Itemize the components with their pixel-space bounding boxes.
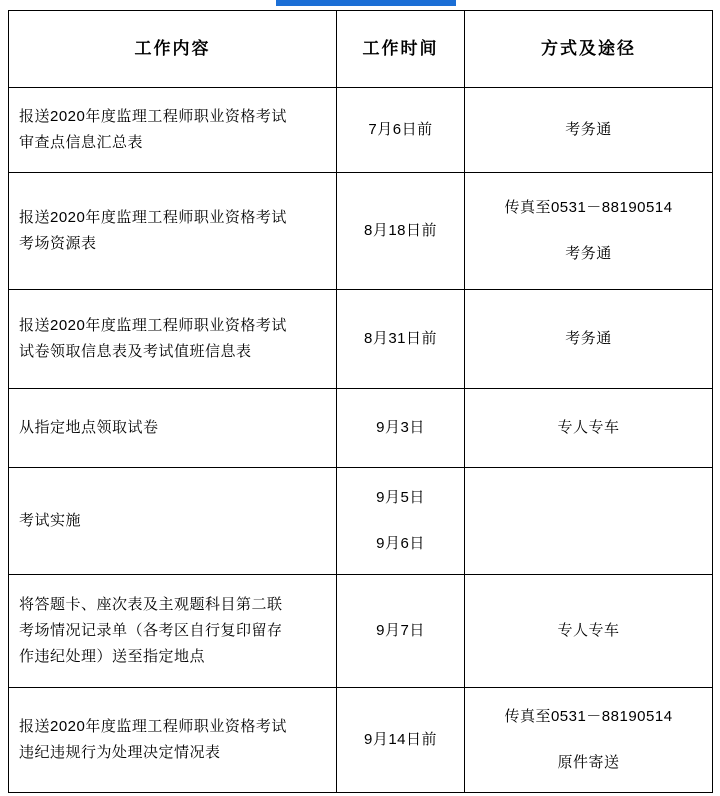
cell-work-time: 8月18日前 bbox=[337, 173, 465, 290]
table-row bbox=[9, 575, 713, 688]
cell-work-time: 9月5日 9月6日 bbox=[337, 468, 465, 575]
column-header-work-content: 工作内容 bbox=[9, 11, 337, 88]
table-row bbox=[9, 688, 713, 793]
cell-method: 传真至0531－88190514 考务通 bbox=[465, 173, 713, 290]
schedule-table bbox=[8, 10, 713, 793]
top-accent-bar bbox=[276, 0, 456, 6]
cell-work-content: 报送2020年度监理工程师职业资格考试 违纪违规行为处理决定情况表 bbox=[9, 688, 337, 793]
cell-method: 考务通 bbox=[465, 88, 713, 173]
table-row bbox=[9, 88, 713, 173]
cell-work-content: 考试实施 bbox=[9, 468, 337, 575]
cell-work-time: 7月6日前 bbox=[337, 88, 465, 173]
cell-work-time: 9月14日前 bbox=[337, 688, 465, 793]
cell-work-content: 报送2020年度监理工程师职业资格考试 考场资源表 bbox=[9, 173, 337, 290]
cell-method bbox=[465, 468, 713, 575]
schedule-sheet bbox=[8, 10, 712, 793]
table-header-row bbox=[9, 11, 713, 88]
cell-method: 专人专车 bbox=[465, 389, 713, 468]
table-row bbox=[9, 389, 713, 468]
table-row bbox=[9, 468, 713, 575]
table-row bbox=[9, 173, 713, 290]
cell-work-content: 从指定地点领取试卷 bbox=[9, 389, 337, 468]
cell-work-time: 9月7日 bbox=[337, 575, 465, 688]
cell-work-content: 将答题卡、座次表及主观题科目第二联 考场情况记录单（各考区自行复印留存 作违纪处理）送至指定地点 bbox=[9, 575, 337, 688]
cell-method: 考务通 bbox=[465, 290, 713, 389]
cell-work-time: 9月3日 bbox=[337, 389, 465, 468]
table-row bbox=[9, 290, 713, 389]
column-header-work-time: 工作时间 bbox=[337, 11, 465, 88]
cell-work-content: 报送2020年度监理工程师职业资格考试 审查点信息汇总表 bbox=[9, 88, 337, 173]
column-header-method: 方式及途径 bbox=[465, 11, 713, 88]
cell-method: 传真至0531－88190514 原件寄送 bbox=[465, 688, 713, 793]
cell-work-time: 8月31日前 bbox=[337, 290, 465, 389]
cell-work-content: 报送2020年度监理工程师职业资格考试 试卷领取信息表及考试值班信息表 bbox=[9, 290, 337, 389]
cell-method: 专人专车 bbox=[465, 575, 713, 688]
